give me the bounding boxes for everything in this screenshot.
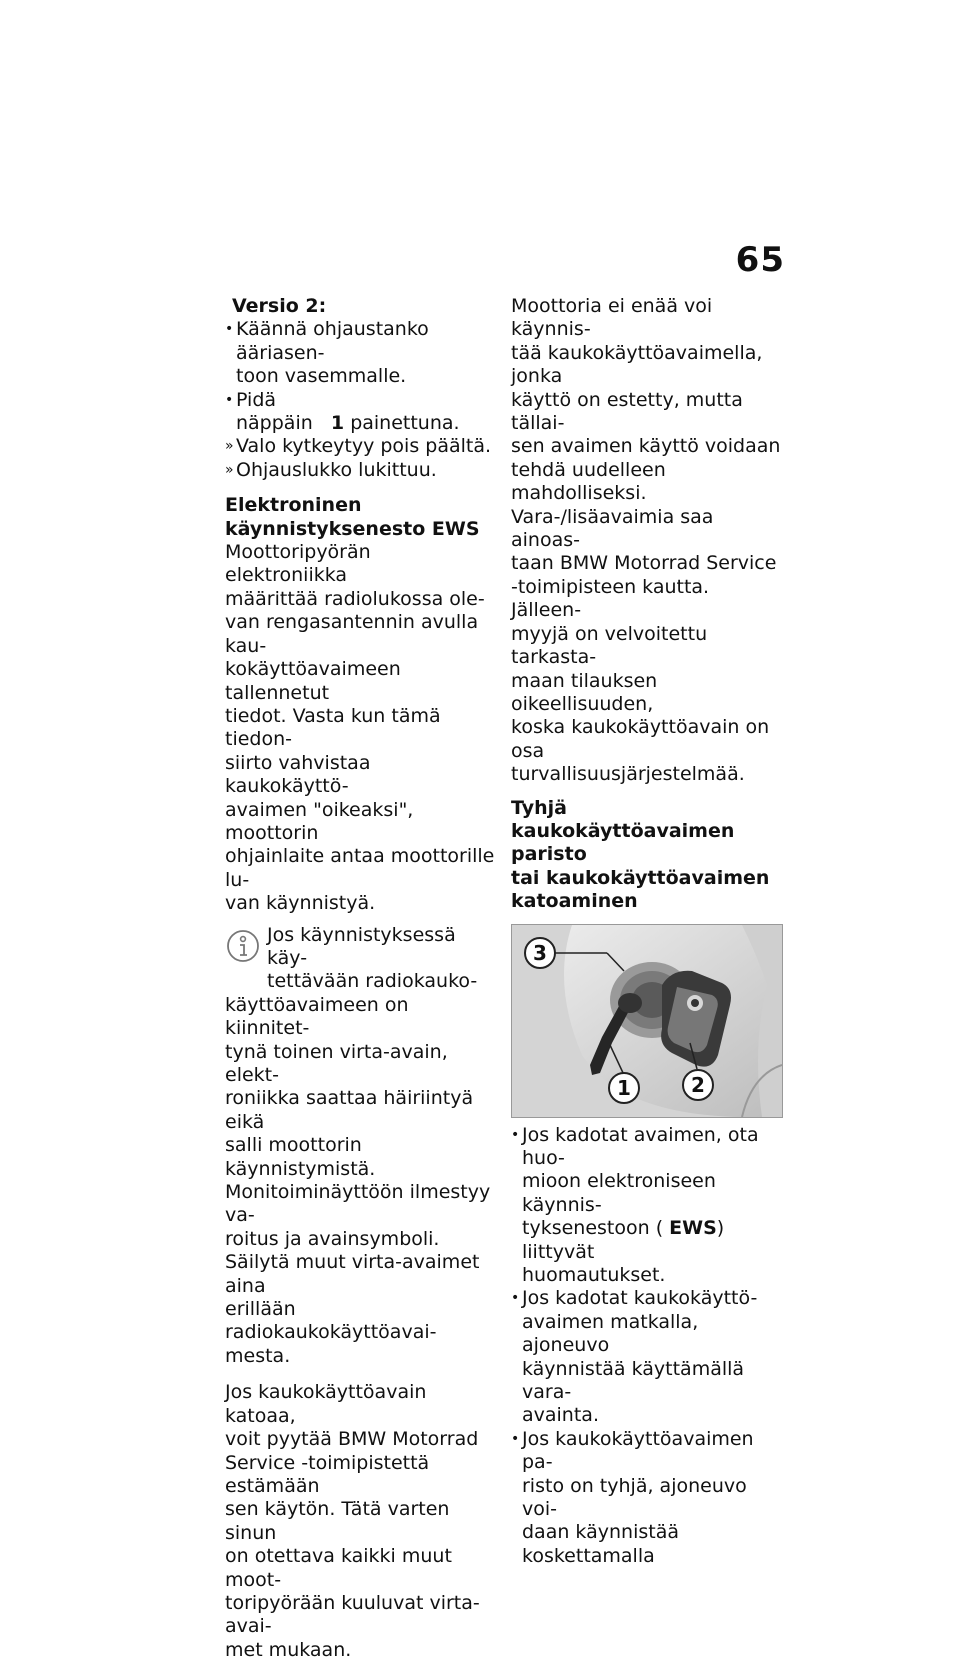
result-light-off: [225, 435, 495, 458]
step-text: Pidä näppäin: [236, 388, 313, 435]
button-reference: 1: [330, 412, 345, 435]
bullet-marker: •: [225, 391, 234, 408]
note-text: Säilytä muut virta-avaimet aina: [225, 1251, 480, 1297]
bullet-lost-key: • Jos kadotat avaimen, ota huo- mioon elektroniseen käynnis- tyksenestoon ( EWS) liittyvät huomautukset.: [511, 1123, 759, 1286]
note-text: Monitoiminäyttöön ilmestyy va-: [225, 1181, 491, 1227]
replacement-key-paragraph: Moottoria ei enää voi käynnis- tää kaukokäyttöavaimella, jonka käyttö on estetty, mutta tällai- sen avaimen käyttö voidaan tehdä uudelleen mahdolliseksi. Vara-/lisäavaimia saa ainoas- taan BMW Motorrad Service -toimipisteen kautta. Jälleen- myyjä on velvoitettu tarkasta- maan tilauksen oikeellisuuden, koska kaukokäyttöavain on osa turvallisuusjärjestelmää.: [511, 295, 781, 786]
key-illustration: [511, 924, 783, 1118]
right-column: [511, 295, 783, 1568]
callout-1: [609, 1073, 639, 1103]
bullet-lost-remote: • Jos kadotat kaukokäyttö- avaimen matkalla, ajoneuvo käynnistää käyttämällä vara- avainta.: [511, 1287, 758, 1427]
bullet-marker: •: [511, 1290, 520, 1307]
bullet-marker: •: [511, 1126, 520, 1143]
result-text: Valo kytkeytyy pois päältä.: [236, 435, 492, 458]
svg-text:1: 1: [617, 1075, 631, 1100]
bullet-marker: •: [511, 1430, 520, 1447]
note-text: erillään radiokaukokäyttöavai-: [225, 1298, 437, 1344]
step-hold-button: [225, 389, 495, 436]
bullet-empty-battery: • Jos kaukokäyttöavaimen pa- risto on tyhjä, ajoneuvo voi- daan käynnistää koskettamalla: [511, 1427, 754, 1567]
note-text: roniikka saattaa häiriintyä eikä: [225, 1087, 474, 1133]
note-text: käyttöavaimeen on kiinnitet-: [225, 993, 409, 1040]
ews-reference: EWS: [669, 1217, 717, 1240]
note-text: tettävään radiokauko-: [267, 970, 478, 993]
step-text: toon vasemmalle.: [236, 365, 407, 388]
page-number: 65: [735, 240, 785, 280]
result-text: Ohjauslukko lukittuu.: [236, 458, 437, 481]
callout-2: [683, 1070, 713, 1100]
ews-paragraph: Moottoripyörän elektroniikka määrittää radiolukossa ole- van rengasantennin avulla kau- kokäyttöavaimeen tallennetut tiedot. Vasta kun tämä tiedon- siirto vahvistaa kaukokäyttö- avaimen "oikeaksi", moottorin ohjainlaite antaa moottorille lu- van käynnistyä.: [225, 541, 495, 915]
key-loss-paragraph: Jos kaukokäyttöavain katoaa, voit pyytää BMW Motorrad Service -toimipistettä estämään sen käytön. Tätä varten sinun on otettava kaikki muut moot- toripyörään kuuluvat virta-avai- met mukaan.: [225, 1381, 480, 1661]
step-text: painettuna.: [350, 412, 460, 435]
note-text: tynä toinen virta-avain, elekt-: [225, 1040, 448, 1086]
section-heading-battery: Tyhjä kaukokäyttöavaimen paristo tai kaukokäyttöavaimen katoaminen: [511, 796, 770, 913]
result-marker: »: [225, 438, 234, 455]
step-text: Käännä ohjaustanko ääriasen-: [236, 318, 429, 364]
note-text: mesta.: [225, 1344, 291, 1367]
note-text: salli moottorin käynnistymistä.: [225, 1134, 376, 1180]
svg-text:3: 3: [533, 940, 547, 965]
note-text: Jos käynnistyksessä käy-: [267, 923, 456, 969]
section-heading-ews: Elektroninen käynnistyksenesto EWS: [225, 494, 480, 540]
note-text: roitus ja avainsymboli.: [225, 1227, 440, 1250]
version-label: Versio 2:: [232, 295, 327, 317]
left-column: [225, 295, 495, 1662]
result-steering-locked: [225, 459, 495, 482]
step-turn-handlebar: [225, 318, 495, 388]
info-icon: [225, 928, 265, 968]
result-marker: »: [225, 461, 234, 478]
svg-text:2: 2: [691, 1072, 705, 1097]
bullet-marker: •: [225, 321, 234, 338]
info-note: [225, 924, 495, 1369]
callout-3: [525, 938, 555, 968]
